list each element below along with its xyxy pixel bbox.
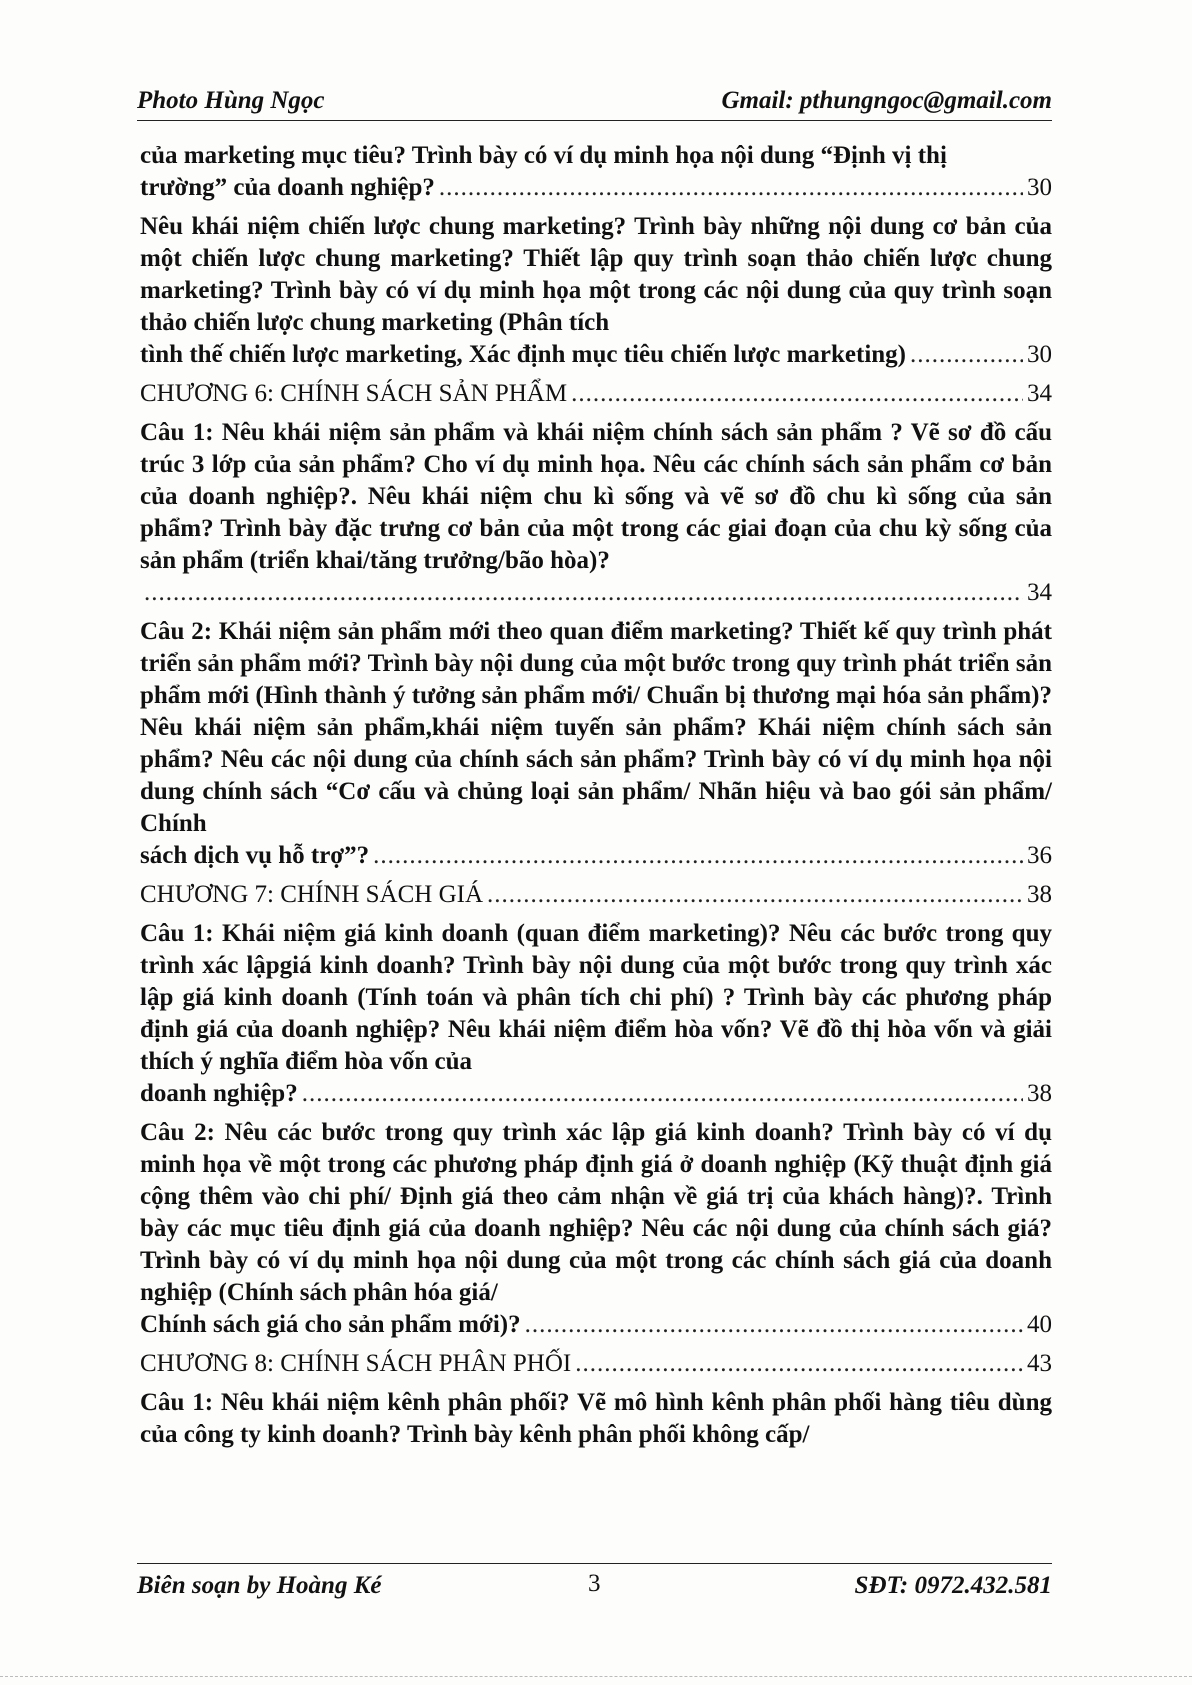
dot-leader [575, 1348, 1023, 1380]
chapter-title: CHƯƠNG 6: CHÍNH SÁCH SẢN PHẨM [140, 380, 568, 407]
chapter-title: CHƯƠNG 7: CHÍNH SÁCH GIÁ [140, 881, 484, 908]
toc-page-number: 40 [1027, 1311, 1052, 1338]
toc-page-number: 36 [1027, 842, 1052, 869]
toc-entry-text: của marketing mục tiêu? Trình bày có ví dụ minh họa nội dung “Định vị thị [140, 142, 947, 169]
toc-entry-text: Câu 1: Nêu khái niệm sản phẩm và khái niệm chính sách sản phẩm ? Vẽ sơ đồ cấu trúc 3 lớp của sản phẩm? Cho ví dụ minh họa. Nêu các chính sách sản phẩm cơ bản của doanh nghiệp?. Nêu khái niệm chu kì sống và vẽ sơ đồ chu kì sống của sản phẩm? Trình bày đặc trưng cơ bản của một trong các giai đoạn của chu kỳ sống của sản phẩm (triển khai/tăng trưởng/bão hòa)? [140, 419, 1052, 574]
toc-page-number: 38 [1027, 881, 1052, 908]
toc-chapter-7[interactable] [140, 879, 1052, 911]
toc-entry-lastline: Chính sách giá cho sản phẩm mới)? [140, 1311, 521, 1338]
toc-page-number: 38 [1027, 1080, 1052, 1107]
dot-leader [525, 1309, 1023, 1341]
toc-entry-text: Câu 2: Khái niệm sản phẩm mới theo quan điểm marketing? Thiết kế quy trình phát triển sản phẩm mới? Trình bày nội dung của một bước trong quy trình phát triển sản phẩm mới (Hình thành ý tưởng sản phẩm mới/ Chuẩn bị thương mại hóa sản phẩm)? Nêu khái niệm sản phẩm,khái niệm tuyến sản phẩm? Khái niệm chính sách sản phẩm? Nêu các nội dung của chính sách sản phẩm? Trình bày có ví dụ minh họa nội dung chính sách “Cơ cấu và chủng loại sản phẩm/ Nhãn hiệu và bao gói sản phẩm/ Chính [140, 618, 1052, 837]
header-left-text: Photo Hùng Ngọc [137, 87, 325, 114]
scan-edge-line [0, 1676, 1192, 1678]
toc-entry[interactable] [140, 616, 1052, 872]
toc-page-number: 30 [1027, 174, 1052, 201]
toc-entry-lastline: doanh nghiệp? [140, 1080, 298, 1107]
toc-chapter-8[interactable] [140, 1348, 1052, 1380]
toc-page-number: 34 [1027, 380, 1052, 407]
dot-leader [302, 1078, 1023, 1110]
footer-author: Biên soạn by Hoàng Ké [137, 1572, 382, 1599]
toc-entry-lastline: trường” của doanh nghiệp? [140, 174, 435, 201]
dot-leader [439, 172, 1023, 204]
page-header [137, 80, 1052, 121]
toc-entry[interactable] [140, 1117, 1052, 1341]
toc-entry-text: Nêu khái niệm chiến lược chung marketing? Trình bày những nội dung cơ bản của một chiến lược chung marketing? Thiết lập quy trình soạn thảo chiến lược chung marketing? Trình bày có ví dụ minh họa một trong các nội dung của quy trình soạn thảo chiến lược chung marketing (Phân tích [140, 213, 1052, 336]
toc-entry[interactable] [140, 211, 1052, 371]
chapter-title: CHƯƠNG 8: CHÍNH SÁCH PHÂN PHỐI [140, 1350, 572, 1377]
toc-chapter-6[interactable] [140, 378, 1052, 410]
toc-entry[interactable] [140, 140, 1052, 204]
dot-leader [144, 577, 1023, 609]
toc-entry-text: Câu 1: Khái niệm giá kinh doanh (quan điểm marketing)? Nêu các bước trong quy trình xác lậpgiá kinh doanh? Trình bày nội dung của một bước trong quy trình xác lập giá kinh doanh (Tính toán và phân tích chi phí) ? Trình bày các phương pháp định giá của doanh nghiệp? Nêu khái niệm điểm hòa vốn? Vẽ đồ thị hòa vốn và giải thích ý nghĩa điểm hòa vốn của [140, 920, 1052, 1075]
toc-page-number: 34 [1027, 579, 1052, 606]
dot-leader [910, 339, 1023, 371]
toc-entry-lastline: tình thế chiến lược marketing, Xác định mục tiêu chiến lược marketing) [140, 341, 906, 368]
table-of-contents [140, 140, 1052, 1458]
toc-page-number: 30 [1027, 341, 1052, 368]
toc-entry-text: Câu 2: Nêu các bước trong quy trình xác lập giá kinh doanh? Trình bày có ví dụ minh họa về một trong các phương pháp định giá ở doanh nghiệp (Kỹ thuật định giá cộng thêm vào chi phí/ Định giá theo cảm nhận về giá trị của khách hàng)?. Trình bày các mục tiêu định giá của doanh nghiệp? Nêu các nội dung của chính sách giá? Trình bày có ví dụ minh họa nội dung của một trong các chính sách giá của doanh nghiệp (Chính sách phân hóa giá/ [140, 1119, 1052, 1306]
dot-leader [373, 840, 1023, 872]
toc-page-number: 43 [1027, 1350, 1052, 1377]
header-email: Gmail: pthungngoc@gmail.com [721, 87, 1052, 114]
toc-entry-text: Câu 1: Nêu khái niệm kênh phân phối? Vẽ mô hình kênh phân phối hàng tiêu dùng của công ty kinh doanh? Trình bày kênh phân phối không cấp/ [140, 1389, 1052, 1448]
dot-leader [571, 378, 1023, 410]
dot-leader [487, 879, 1023, 911]
toc-entry-continued[interactable] [140, 1387, 1052, 1451]
footer-phone: SĐT: 0972.432.581 [854, 1572, 1052, 1599]
page-number: 3 [588, 1570, 601, 1597]
toc-entry-lastline: sách dịch vụ hỗ trợ”? [140, 842, 370, 869]
toc-entry[interactable] [140, 417, 1052, 609]
page-footer [137, 1563, 1052, 1608]
toc-entry[interactable] [140, 918, 1052, 1110]
